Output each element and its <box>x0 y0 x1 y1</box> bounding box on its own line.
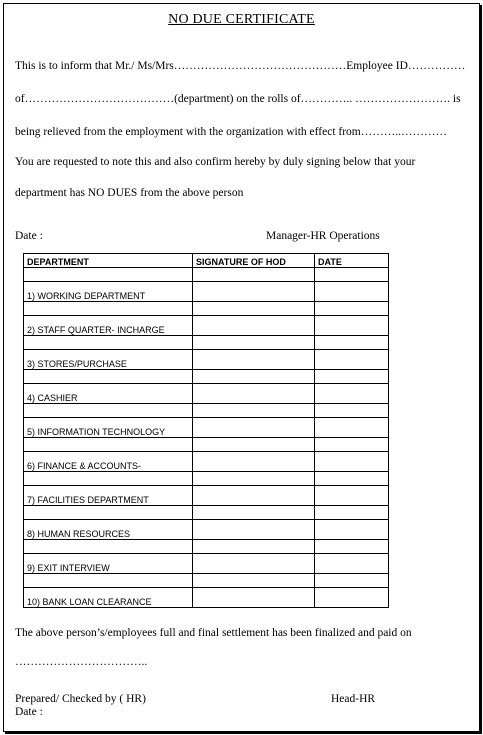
table-cell <box>315 472 389 486</box>
intro-line-3: being relieved from the employment with the organization with effect from………..………… <box>15 126 447 138</box>
table-cell <box>24 540 193 554</box>
table-spacer-row <box>24 302 389 316</box>
table-spacer-row <box>24 506 389 520</box>
table-row <box>24 350 389 370</box>
table-cell <box>24 268 193 282</box>
table-spacer-row <box>24 404 389 418</box>
table-cell <box>315 302 389 316</box>
table-row <box>24 554 389 574</box>
intro-line-1: This is to inform that Mr./ Ms/Mrs………………………………………Employee ID…………… <box>15 60 466 72</box>
department-name: 2) STAFF QUARTER- INCHARGE <box>24 316 193 336</box>
table-cell <box>24 506 193 520</box>
date-cell <box>315 554 389 574</box>
table-spacer-row <box>24 370 389 384</box>
department-name: 5) INFORMATION TECHNOLOGY <box>24 418 193 438</box>
table-cell <box>193 336 315 350</box>
table-cell <box>193 506 315 520</box>
table-cell <box>315 506 389 520</box>
department-name: 7) FACILITIES DEPARTMENT <box>24 486 193 506</box>
table-cell <box>193 370 315 384</box>
signature-cell <box>193 350 315 370</box>
table-cell <box>315 540 389 554</box>
table-cell <box>193 268 315 282</box>
department-name: 8) HUMAN RESOURCES <box>24 520 193 540</box>
signature-cell <box>193 486 315 506</box>
date-cell <box>315 418 389 438</box>
department-name: 9) EXIT INTERVIEW <box>24 554 193 574</box>
table-cell <box>315 438 389 452</box>
table-spacer-row <box>24 438 389 452</box>
signature-cell <box>193 418 315 438</box>
table-cell <box>315 268 389 282</box>
date-cell <box>315 520 389 540</box>
signature-cell <box>193 452 315 472</box>
signature-cell <box>193 316 315 336</box>
table-row <box>24 418 389 438</box>
table-row <box>24 588 389 608</box>
date-cell <box>315 316 389 336</box>
table-row <box>24 316 389 336</box>
table-cell <box>24 404 193 418</box>
date-label: Date : <box>15 230 43 242</box>
header-date: DATE <box>315 254 389 268</box>
page-title: NO DUE CERTIFICATE <box>168 12 315 27</box>
signature-cell <box>193 520 315 540</box>
prepared-by-label: Prepared/ Checked by ( HR) <box>15 693 146 705</box>
table-cell <box>193 302 315 316</box>
department-name: 4) CASHIER <box>24 384 193 404</box>
department-name: 10) BANK LOAN CLEARANCE <box>24 588 193 608</box>
table-cell <box>24 574 193 588</box>
date-cell <box>315 452 389 472</box>
date-cell <box>315 282 389 302</box>
table-spacer-row <box>24 574 389 588</box>
clearance-table <box>23 253 389 608</box>
date-cell <box>315 384 389 404</box>
intro-line-5: department has NO DUES from the above person <box>15 187 244 199</box>
intro-line-2: of…………………………………(department) on the rolls of………….. ……………………. is <box>15 93 461 105</box>
table-cell <box>193 438 315 452</box>
table-cell <box>315 336 389 350</box>
date-cell <box>315 588 389 608</box>
footer-date-label: Date : <box>15 706 43 718</box>
date-cell <box>315 486 389 506</box>
table-cell <box>193 540 315 554</box>
table-spacer-row <box>24 540 389 554</box>
head-hr-label: Head-HR <box>331 693 376 705</box>
table-row <box>24 282 389 302</box>
settlement-text: The above person’s/employees full and final settlement has been finalized and paid on <box>15 627 412 639</box>
table-row <box>24 520 389 540</box>
manager-hr-label: Manager-HR Operations <box>266 230 380 242</box>
department-name: 3) STORES/PURCHASE <box>24 350 193 370</box>
certificate-page <box>3 3 480 732</box>
intro-line-4: You are requested to note this and also confirm hereby by duly signing below that your <box>15 156 416 168</box>
header-signature: SIGNATURE OF HOD <box>193 254 315 268</box>
table-cell <box>193 404 315 418</box>
table-row <box>24 486 389 506</box>
department-name: 1) WORKING DEPARTMENT <box>24 282 193 302</box>
signature-cell <box>193 588 315 608</box>
table-spacer-row <box>24 472 389 486</box>
table-cell <box>315 574 389 588</box>
table-cell <box>24 336 193 350</box>
table-spacer-row <box>24 336 389 350</box>
table-cell <box>315 404 389 418</box>
table-cell <box>24 302 193 316</box>
table-header-row <box>24 254 389 268</box>
table-row <box>24 384 389 404</box>
signature-cell <box>193 384 315 404</box>
table-cell <box>193 574 315 588</box>
table-cell <box>24 370 193 384</box>
table-spacer-row <box>24 268 389 282</box>
department-name: 6) FINANCE & ACCOUNTS- <box>24 452 193 472</box>
table-cell <box>193 472 315 486</box>
signature-cell <box>193 282 315 302</box>
table-row <box>24 452 389 472</box>
date-cell <box>315 350 389 370</box>
signature-cell <box>193 554 315 574</box>
settlement-date-blank: …………………………….. <box>15 656 148 668</box>
table-cell <box>24 438 193 452</box>
table-cell <box>24 472 193 486</box>
header-department: DEPARTMENT <box>24 254 193 268</box>
table-cell <box>315 370 389 384</box>
